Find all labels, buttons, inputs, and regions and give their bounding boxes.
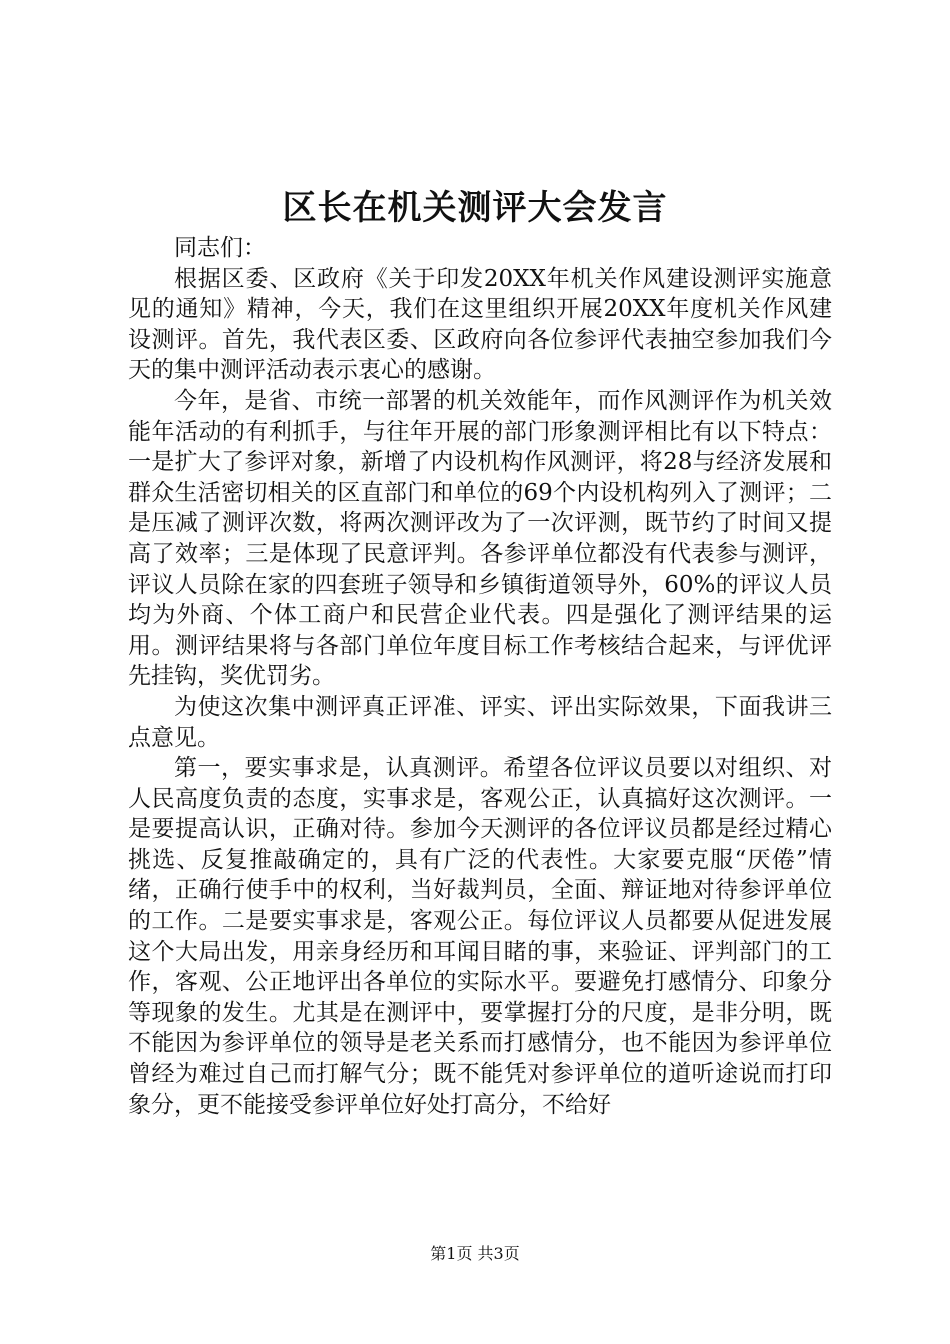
body-paragraph: 根据区委、区政府《关于印发20XX年机关作风建设测评实施意见的通知》精神，今天，我们在这里组织开展20XX年度机关作风建设测评。首先，我代表区委、区政府向各位参评代表抽空参加我们今天的集中测评活动表示衷心的感谢。 <box>128 265 832 384</box>
body-paragraph: 第一，要实事求是，认真测评。希望各位评议员要以对组织、对人民高度负责的态度，实事求是，客观公正，认真搞好这次测评。一是要提高认识，正确对待。参加今天测评的各位评议员都是经过精心挑选、反复推敲确定的，具有广泛的代表性。大家要克服“厌倦”情绪，正确行使手中的权利，当好裁判员，全面、辩证地对待参评单位的工作。二是要实事求是，客观公正。每位评议人员都要从促进发展这个大局出发，用亲身经历和耳闻目睹的事，来验证、评判部门的工作，客观、公正地评出各单位的实际水平。要避免打感情分、印象分等现象的发生。尤其是在测评中，要掌握打分的尺度，是非分明，既不能因为参评单位的领导是老关系而打感情分，也不能因为参评单位曾经为难过自己而打解气分；既不能凭对参评单位的道听途说而打印象分，更不能接受参评单位好处打高分，不给好 <box>128 755 832 1118</box>
salutation-paragraph: 同志们： <box>174 235 266 261</box>
body-paragraph: 今年，是省、市统一部署的机关效能年，而作风测评作为机关效能年活动的有利抓手，与往年开展的部门形象测评相比有以下特点：一是扩大了参评对象，新增了内设机构作风测评，将28与经济发展和群众生活密切相关的区直部门和单位的69个内设机构列入了测评；二是压减了测评次数，将两次测评改为了一次评测，既节约了时间又提高了效率；三是体现了民意评判。各参评单位都没有代表参与测评，评议人员除在家的四套班子领导和乡镇街道领导外，60%的评议人员均为外商、个体工商户和民营企业代表。四是强化了测评结果的运用。测评结果将与各部门单位年度目标工作考核结合起来，与评优评先挂钩，奖优罚劣。 <box>128 387 832 690</box>
document-title: 区长在机关测评大会发言 <box>282 188 668 228</box>
body-paragraph: 为使这次集中测评真正评准、评实、评出实际效果，下面我讲三点意见。 <box>128 693 832 751</box>
document-body <box>128 233 832 1120</box>
page-number-footer: 第1页 共3页 <box>430 1244 520 1263</box>
